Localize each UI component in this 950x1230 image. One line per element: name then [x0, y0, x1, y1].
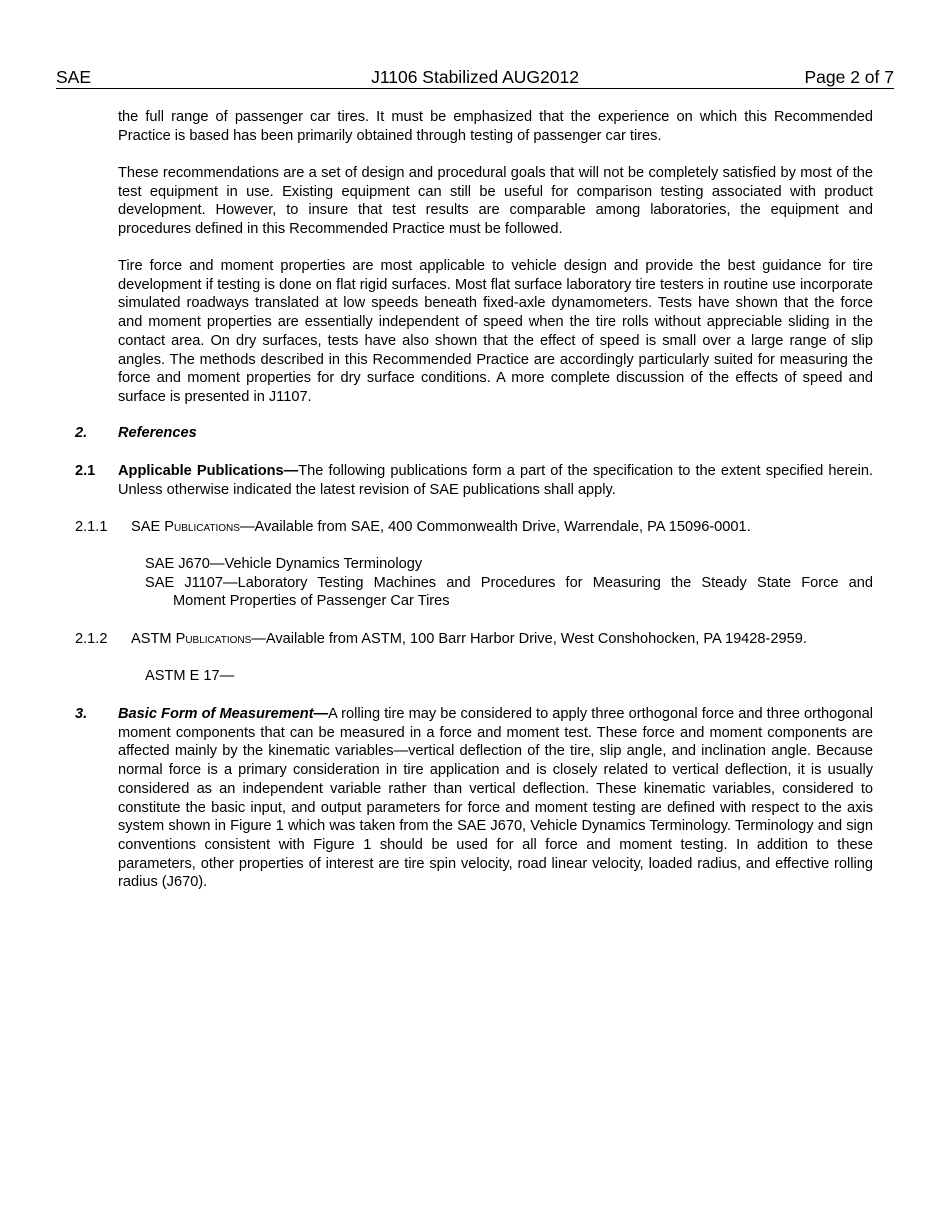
section-2-1-1-org: SAE	[131, 519, 165, 535]
section-2-title: References	[118, 425, 197, 441]
section-2-1-paragraph	[118, 462, 873, 499]
reference-sae-j670: SAE J670—Vehicle Dynamics Terminology	[145, 556, 423, 572]
section-2-1-1-pub: Publications	[164, 519, 240, 535]
section-3-number: 3.	[75, 706, 88, 722]
header-page-number: Page 2 of 7	[804, 67, 894, 87]
header-org: SAE	[56, 67, 92, 87]
section-3-paragraph	[118, 705, 873, 892]
section-2-1-2-paragraph	[131, 630, 873, 649]
section-3-text: A rolling tire may be considered to apply three orthogonal force and three orthogonal moment components that can be measured in a force and moment test. These force and moment components are affected mainly by the kinematic variables—vertical deflection of the tire, slip angle, and inclination angle. Because normal force is a primary consideration in tire application and is closely related to vertical deflection, it is usually considered as an independent variable rather than vertical deflection. These kinematic variables, considered to constitute the basic input, and output parameters for force and moment testing are defined with respect to the axis system shown in Figure 1 which was taken from the SAE J670, Vehicle Dynamics Terminology. Terminology and sign conventions consistent with Figure 1 should be used for all force and moment testing. In addition to these parameters, other properties of interest are tire spin velocity, road linear velocity, loaded radius, and effective rolling radius (J670).	[118, 706, 873, 891]
section-2-1-1-paragraph	[131, 518, 873, 537]
reference-astm-e17: ASTM E 17—	[145, 668, 235, 684]
intro-paragraph-2: These recommendations are a set of design and procedural goals that will not be completely satisfied by most of the test equipment in use. Existing equipment can still be useful for comparison testing associated with product development. However, to insure that test results are comparable among laboratories, the equipment and procedures defined in this Recommended Practice must be followed.	[118, 165, 873, 238]
intro-paragraph-3: Tire force and moment properties are most applicable to vehicle design and provide the best guidance for tire development if testing is done on flat rigid surfaces. Most flat surface laboratory tire testers in routine use incorporate simulated roadways translated at low speeds beneath fixed-axle dynamometers. Tests have shown that the force and moment properties are essentially independent of speed when the tire rolls without appreciable sliding in the contact area. On dry surfaces, tests have also shown that the effect of speed is small over a large range of slip angles. The methods described in this Recommended Practice are accordingly particularly suited for measuring the force and moment properties for dry surface conditions. A more complete discussion of the effects of speed and surface is presented in J1107.	[118, 258, 873, 405]
page-header	[56, 66, 894, 89]
section-2-1-title: Applicable Publications—	[118, 463, 299, 479]
reference-sae-j1107-continued: Moment Properties of Passenger Car Tires	[173, 593, 450, 609]
header-doc-id: J1106 Stabilized AUG2012	[371, 67, 579, 87]
section-2-1-1-number: 2.1.1	[75, 519, 108, 535]
reference-sae-j1107: SAE J1107—Laboratory Testing Machines and Procedures for Measuring the Steady State Force and	[145, 575, 873, 591]
section-2-number: 2.	[75, 425, 88, 441]
section-2-1-2-pub: Publications	[175, 631, 252, 647]
section-2-1-2-org: ASTM	[131, 631, 176, 647]
section-2-1-text: The following publications form a part of the specification to the extent specified herein. Unless otherwise indicated the latest revision of SAE publications shall apply.	[118, 463, 873, 498]
section-2-1-1-text: —Available from SAE, 400 Commonwealth Drive, Warrendale, PA 15096-0001.	[239, 519, 751, 535]
intro-paragraph-1: the full range of passenger car tires. It must be emphasized that the experience on which this Recommended Practice is based has been primarily obtained through testing of passenger car tires.	[118, 109, 873, 144]
section-2-1-2-number: 2.1.2	[75, 631, 108, 647]
section-2-1-2-text: —Available from ASTM, 100 Barr Harbor Drive, West Conshohocken, PA 19428-2959.	[251, 631, 807, 647]
section-3-title: Basic Form of Measurement—	[118, 706, 329, 722]
section-2-1-number: 2.1	[75, 463, 96, 479]
